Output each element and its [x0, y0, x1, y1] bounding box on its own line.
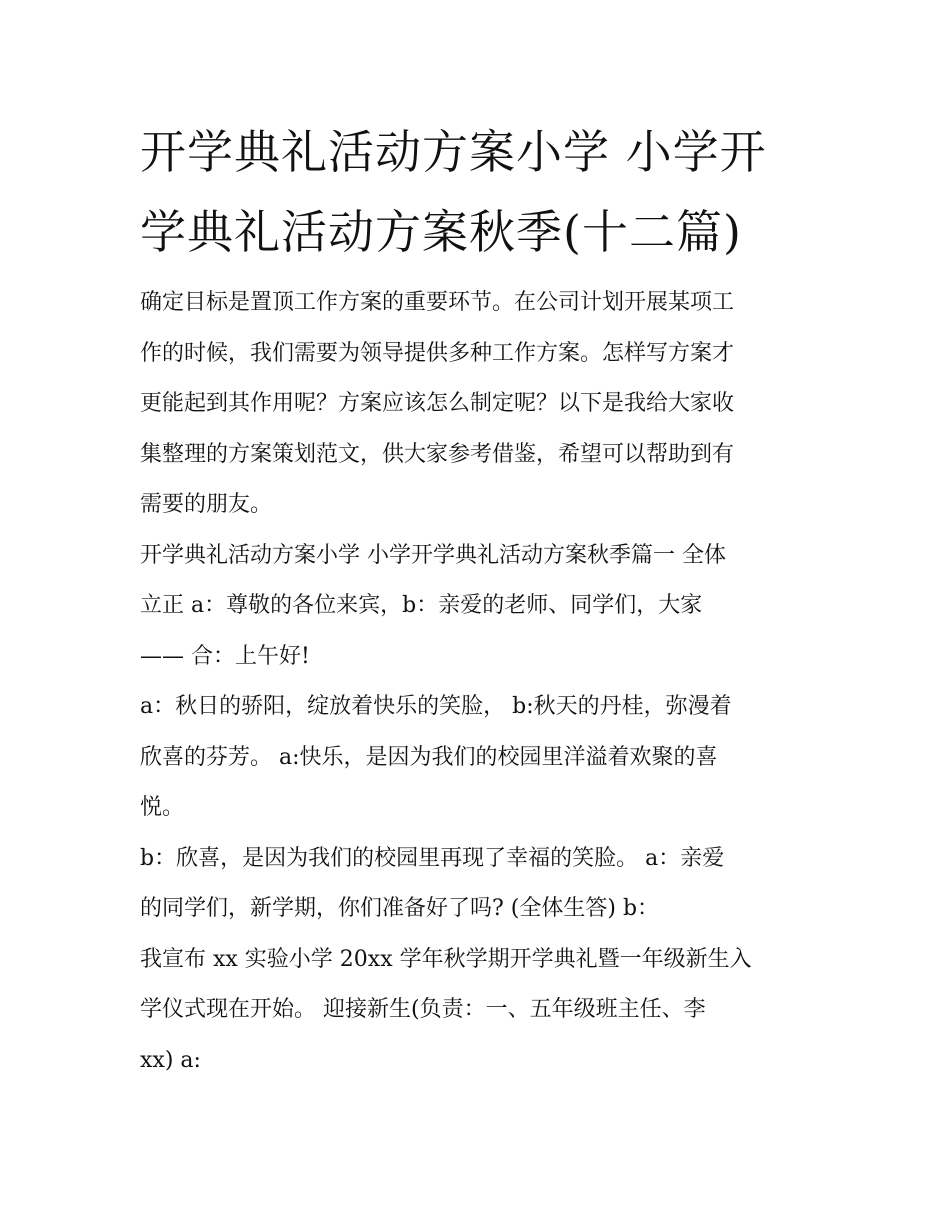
- section-heading-paragraph: [140, 531, 820, 683]
- text-line: 作的时候，我们需要为领导提供多种工作方案。怎样写方案才: [140, 340, 735, 366]
- dialogue-paragraph: [140, 834, 820, 935]
- title-line-2: 学典礼活动方案秋季(十二篇): [140, 205, 742, 259]
- document-page: [140, 112, 820, 1086]
- text-line: 更能起到其作用呢？方案应该怎么制定呢？以下是我给大家收: [140, 391, 735, 416]
- text-line: 悦。: [140, 795, 185, 820]
- text-line: 需要的朋友。: [140, 492, 273, 517]
- dialogue-paragraph: [140, 682, 820, 834]
- intro-paragraph: [140, 278, 820, 531]
- text-line: a：秋日的骄阳，绽放着快乐的笑脸， b:秋天的丹桂，弥漫着: [140, 694, 732, 719]
- title-line-1: 开学典礼活动方案小学 小学开: [140, 125, 767, 179]
- text-line: —— 合：上午好!: [140, 643, 310, 669]
- text-line: 立正 a：尊敬的各位来宾，b：亲爱的老师、同学们，大家: [140, 593, 703, 618]
- text-line: xx) a:: [140, 1047, 201, 1073]
- text-line: 我宣布 xx 实验小学 20xx 学年秋学期开学典礼暨一年级新生入: [140, 946, 752, 972]
- dialogue-paragraph: [140, 935, 820, 1087]
- text-line: 确定目标是置顶工作方案的重要环节。在公司计划开展某项工: [140, 290, 735, 315]
- text-line: 的同学们，新学期，你们准备好了吗? (全体生答) b：: [140, 896, 660, 921]
- text-line: b：欣喜，是因为我们的校园里再现了幸福的笑脸。 a：亲爱: [140, 845, 725, 871]
- document-title: [140, 112, 820, 272]
- text-line: 集整理的方案策划范文，供大家参考借鉴，希望可以帮助到有: [140, 441, 735, 467]
- text-line: 学仪式现在开始。 迎接新生(负责：一、五年级班主任、李: [140, 997, 706, 1022]
- text-line: 欣喜的芬芳。 a:快乐，是因为我们的校园里洋溢着欢聚的喜: [140, 744, 718, 770]
- text-line: 开学典礼活动方案小学 小学开学典礼活动方案秋季篇一 全体: [140, 542, 726, 568]
